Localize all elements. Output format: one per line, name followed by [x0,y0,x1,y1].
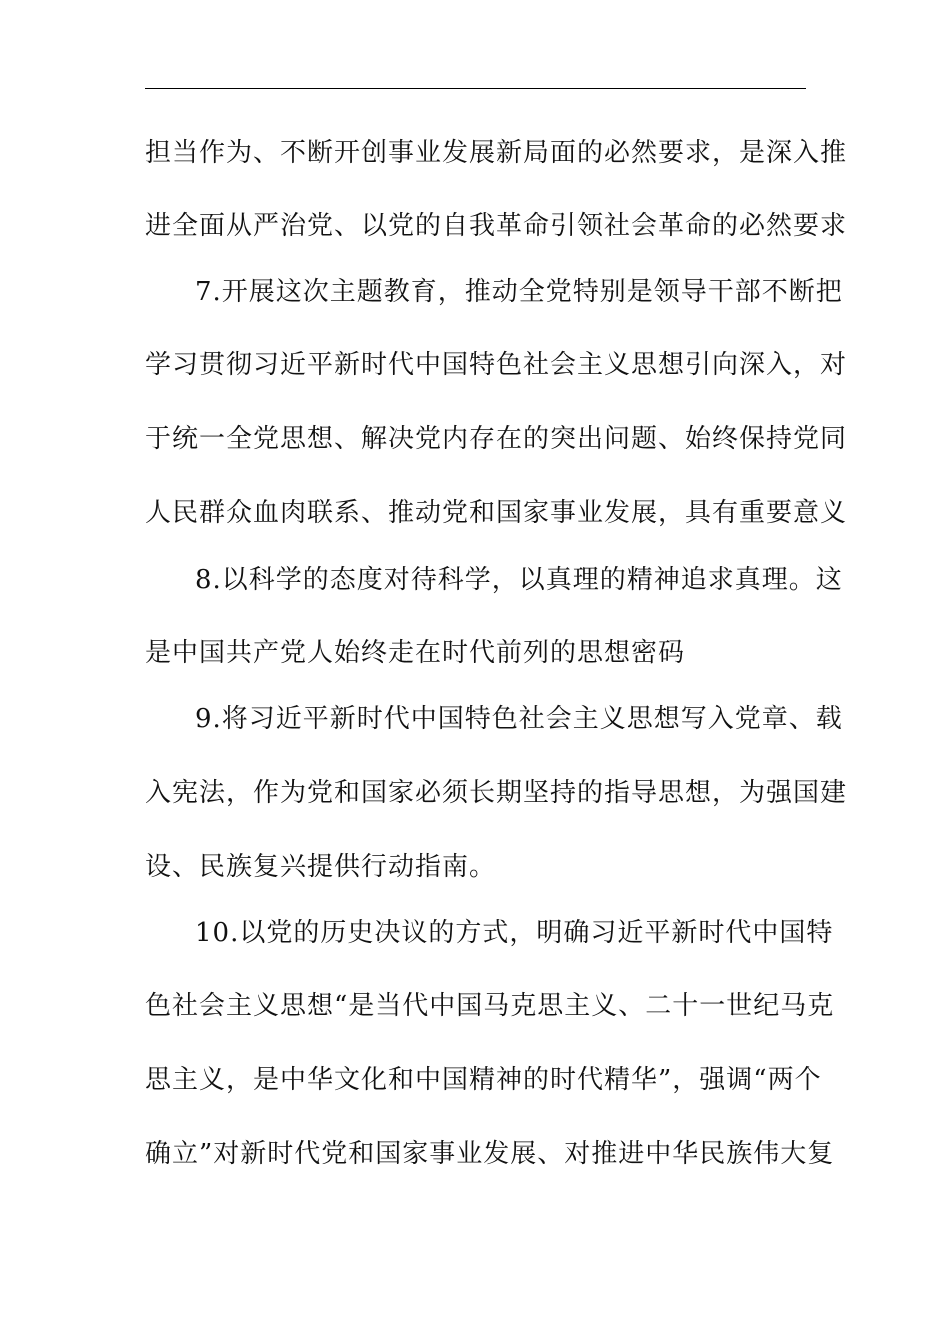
text-line: 是中国共产党人始终走在时代前列的思想密码 [145,638,686,668]
text-line: 入宪法，作为党和国家必须长期坚持的指导思想，为强国建 [145,778,848,808]
header-rule [145,88,806,89]
text-line: 思主义，是中华文化和中国精神的时代精华”，强调“两个 [145,1065,822,1095]
text-line: 设、民族复兴提供行动指南。 [145,852,497,882]
text-line: 担当作为、不断开创事业发展新局面的必然要求，是深入推 [145,138,848,168]
paragraph-7-start: 7.开展这次主题教育，推动全党特别是领导干部不断把 [195,277,843,307]
paragraph-9-start: 9.将习近平新时代中国特色社会主义思想写入党章、载 [195,704,843,734]
text-line: 确立”对新时代党和国家事业发展、对推进中华民族伟大复 [145,1139,835,1169]
text-line: 于统一全党思想、解决党内存在的突出问题、始终保持党同 [145,424,848,454]
text-line: 人民群众血肉联系、推动党和国家事业发展，具有重要意义 [145,498,848,528]
text-line: 色社会主义思想“是当代中国马克思主义、二十一世纪马克 [145,991,835,1021]
text-line: 进全面从严治党、以党的自我革命引领社会革命的必然要求 [145,211,848,241]
text-line: 学习贯彻习近平新时代中国特色社会主义思想引向深入，对 [145,350,848,380]
paragraph-8-start: 8.以科学的态度对待科学，以真理的精神追求真理。这 [195,565,843,595]
paragraph-10-start: 10.以党的历史决议的方式，明确习近平新时代中国特 [195,918,834,948]
